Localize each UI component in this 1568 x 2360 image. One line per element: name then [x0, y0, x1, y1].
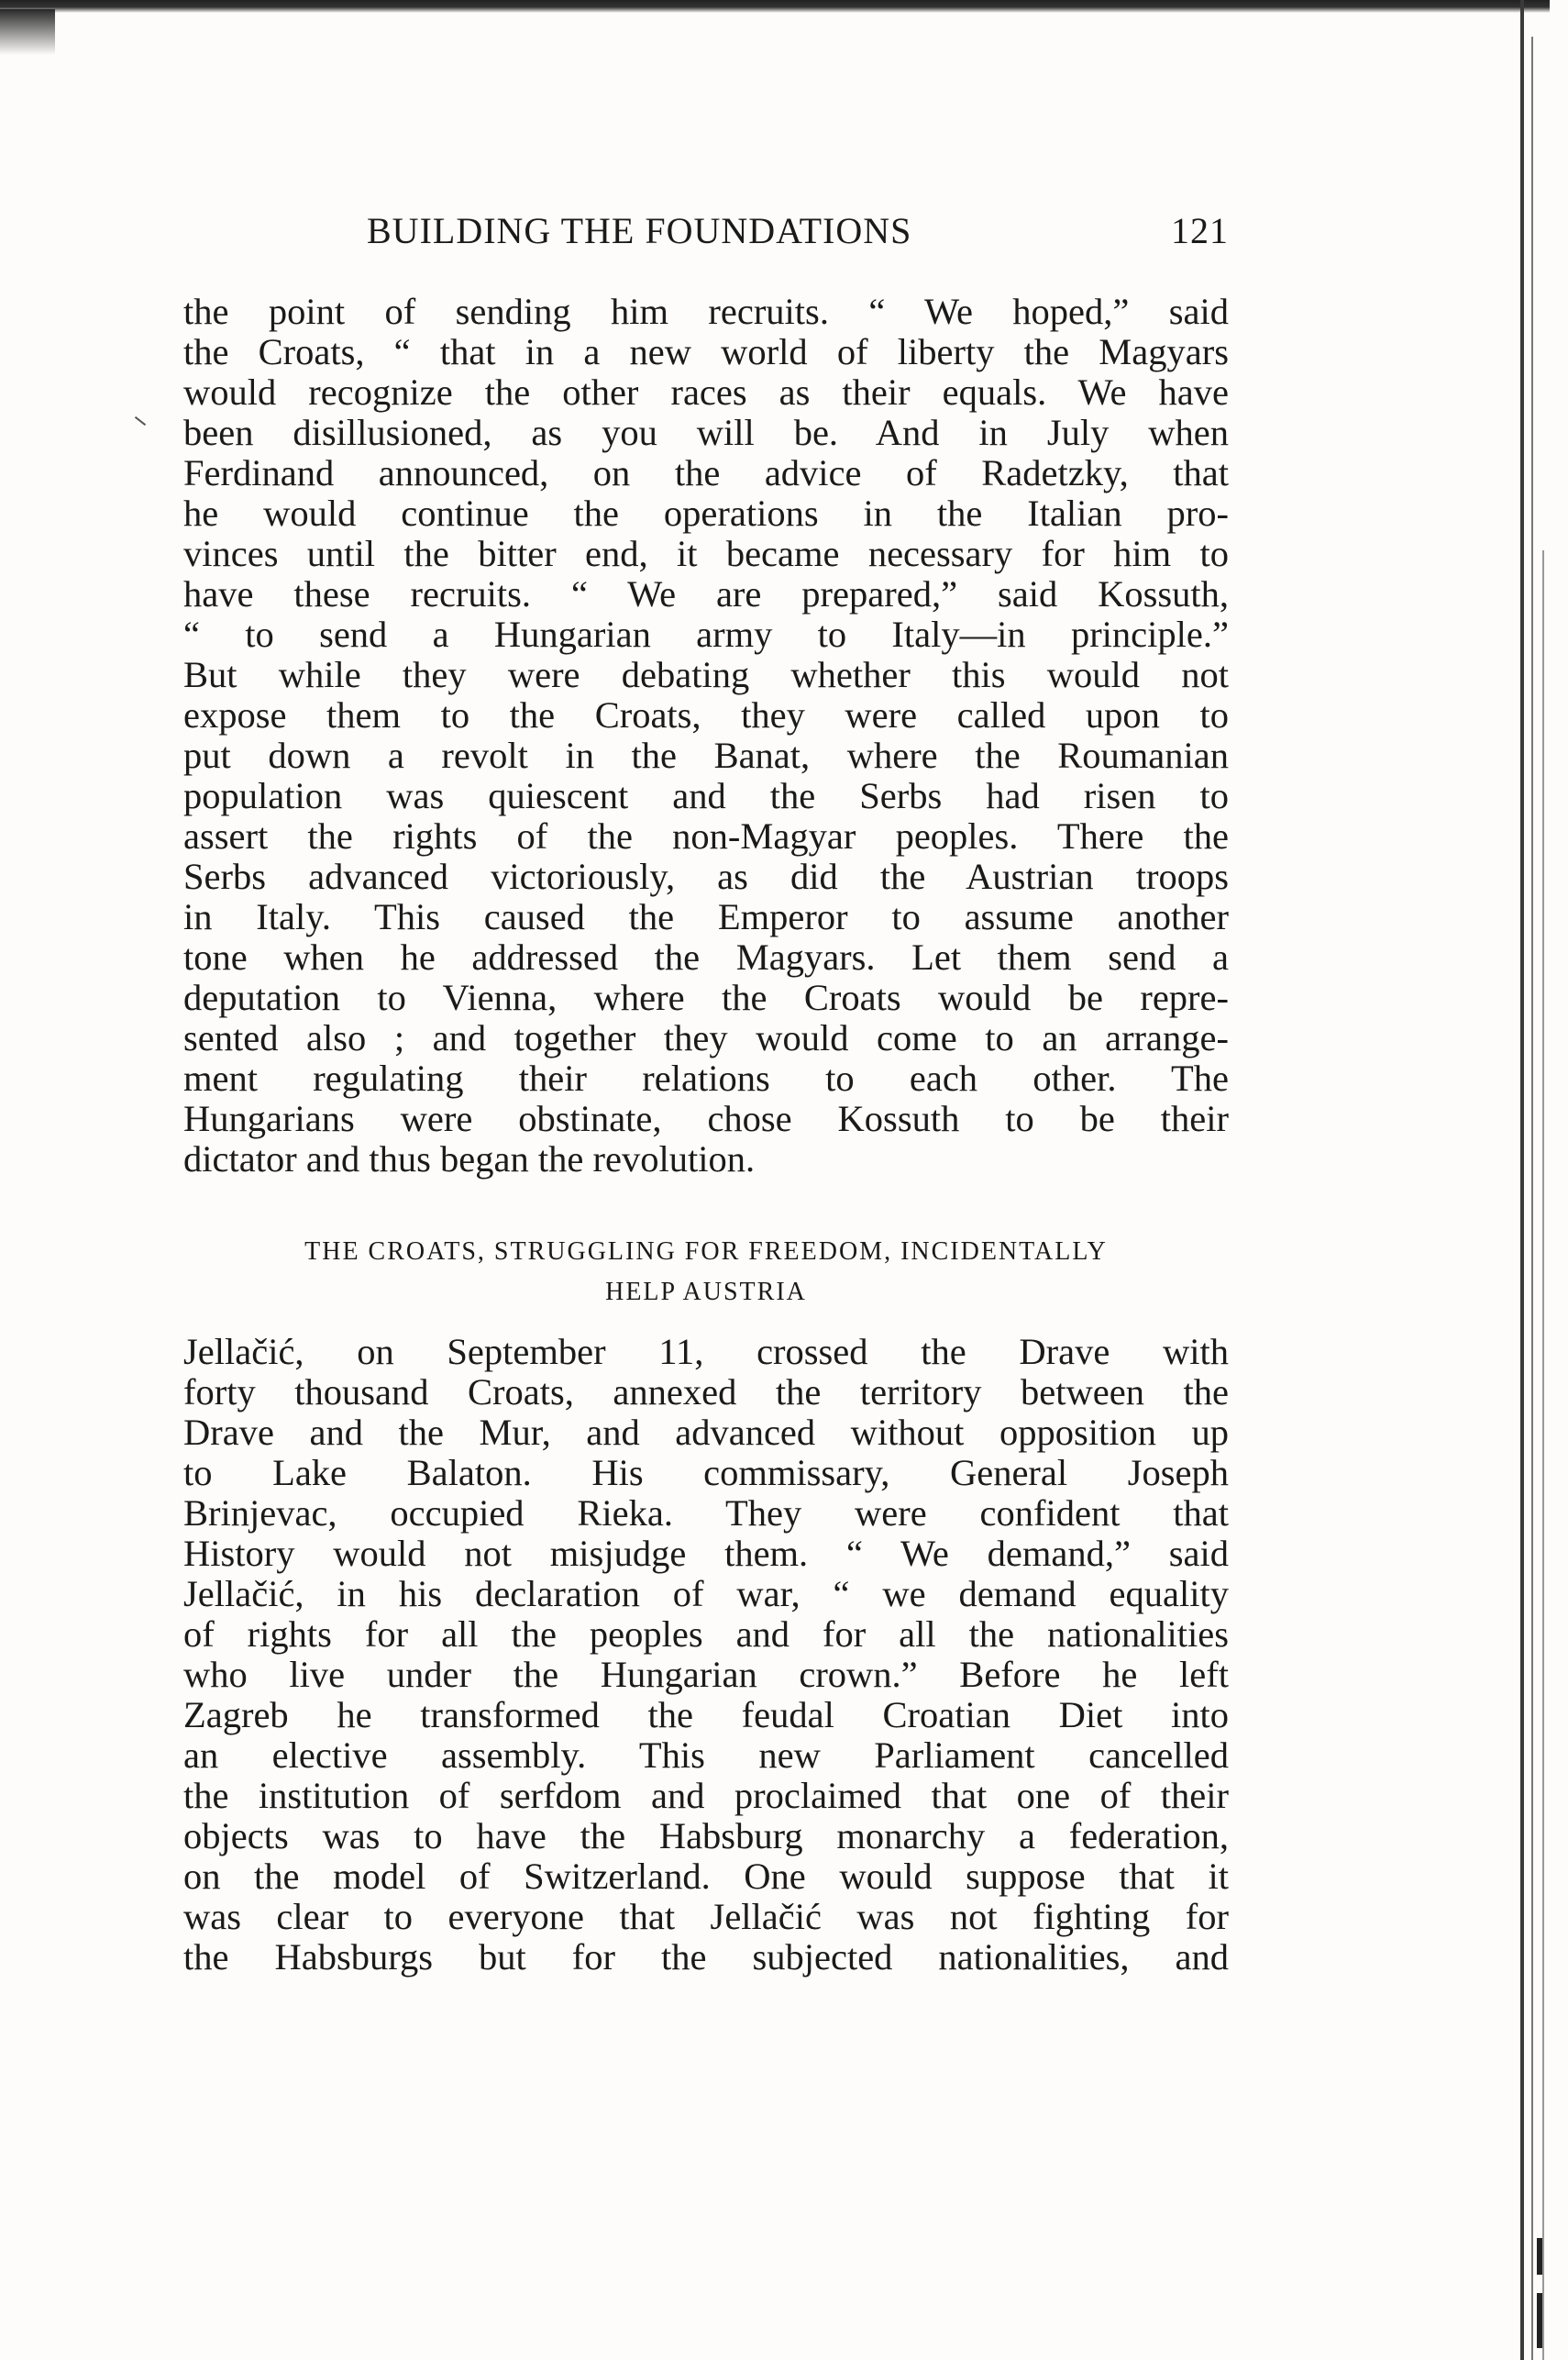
- text-line: sented also ; and together they would come to an arrange-: [183, 1017, 1229, 1058]
- text-line: Zagreb he transformed the feudal Croatian Diet into: [183, 1694, 1229, 1735]
- running-title: BUILDING THE FOUNDATIONS: [367, 210, 912, 251]
- text-line: ment regulating their relations to each other. The: [183, 1058, 1229, 1099]
- text-line: dictator and thus began the revolution.: [183, 1138, 756, 1180]
- text-line: would recognize the other races as their equals. We have: [183, 371, 1229, 413]
- book-edge-line: [1531, 37, 1533, 2360]
- text-line: objects was to have the Habsburg monarchy a federation,: [183, 1815, 1229, 1856]
- margin-mark: [135, 416, 146, 426]
- text-line: Jellačić, in his declaration of war, “ we demand equality: [183, 1573, 1229, 1614]
- text-line: assert the rights of the non-Magyar peoples. There the: [183, 815, 1229, 857]
- book-edge-line: [1520, 0, 1524, 2360]
- text-line: the point of sending him recruits. “ We hoped,” said: [183, 291, 1229, 332]
- text-line: expose them to the Croats, they were called upon to: [183, 694, 1229, 736]
- scan-shadow-corner: [0, 9, 55, 55]
- running-head: [183, 209, 1229, 264]
- text-line: have these recruits. “ We are prepared,” said Kossuth,: [183, 573, 1229, 615]
- text-line: deputation to Vienna, where the Croats would be repre-: [183, 977, 1229, 1018]
- text-line: an elective assembly. This new Parliament cancelled: [183, 1734, 1229, 1776]
- text-line: Jellačić, on September 11, crossed the Drave with: [183, 1331, 1229, 1372]
- text-line: Serbs advanced victoriously, as did the Austrian troops: [183, 856, 1229, 897]
- text-line: Hungarians were obstinate, chose Kossuth to be their: [183, 1098, 1229, 1139]
- text-line: who live under the Hungarian crown.” Before he left: [183, 1654, 1229, 1695]
- section-heading-line: HELP AUSTRIA: [605, 1278, 807, 1306]
- text-line: Brinjevac, occupied Rieka. They were confident that: [183, 1492, 1229, 1534]
- text-line: “ to send a Hungarian army to Italy—in principle.”: [183, 614, 1229, 655]
- text-line: tone when he addressed the Magyars. Let them send a: [183, 936, 1229, 978]
- text-line: been disillusioned, as you will be. And in July when: [183, 412, 1229, 453]
- text-line: History would not misjudge them. “ We demand,” said: [183, 1533, 1229, 1574]
- text-line: to Lake Balaton. His commissary, General Joseph: [183, 1452, 1229, 1493]
- text-line: in Italy. This caused the Emperor to assume another: [183, 896, 1229, 937]
- scan-book-edge: [1511, 0, 1568, 2360]
- text-line: forty thousand Croats, annexed the territory between the: [183, 1371, 1229, 1413]
- text-line: put down a revolt in the Banat, where the Roumanian: [183, 735, 1229, 776]
- text-line: Drave and the Mur, and advanced without opposition up: [183, 1412, 1229, 1453]
- book-edge-mark: [1537, 2293, 1542, 2348]
- book-edge-line: [1542, 550, 1544, 2360]
- scan-shadow-top: [0, 0, 1550, 13]
- text-line: Ferdinand announced, on the advice of Radetzky, that: [183, 452, 1229, 493]
- text-line: population was quiescent and the Serbs had risen to: [183, 775, 1229, 816]
- text-line: the institution of serfdom and proclaimed that one of their: [183, 1775, 1229, 1816]
- paragraph-2: [183, 1332, 1229, 1978]
- text-line: the Habsburgs but for the subjected nationalities, and: [183, 1936, 1229, 1978]
- text-line: was clear to everyone that Jellačić was not fighting for: [183, 1896, 1229, 1937]
- page-number: 121: [1171, 210, 1229, 251]
- section-heading-line: THE CROATS, STRUGGLING FOR FREEDOM, INCIDENTALLY: [304, 1237, 1108, 1266]
- text-line: he would continue the operations in the Italian pro-: [183, 493, 1229, 534]
- text-line: But while they were debating whether this would not: [183, 654, 1229, 695]
- text-line: the Croats, “ that in a new world of liberty the Magyars: [183, 331, 1229, 372]
- book-edge-mark: [1537, 2238, 1542, 2275]
- text-line: on the model of Switzerland. One would suppose that it: [183, 1856, 1229, 1897]
- paragraph-1: [183, 292, 1229, 1180]
- section-heading: [183, 1232, 1229, 1313]
- text-line: vinces until the bitter end, it became necessary for him to: [183, 533, 1229, 574]
- text-line: of rights for all the peoples and for all the nationalities: [183, 1613, 1229, 1655]
